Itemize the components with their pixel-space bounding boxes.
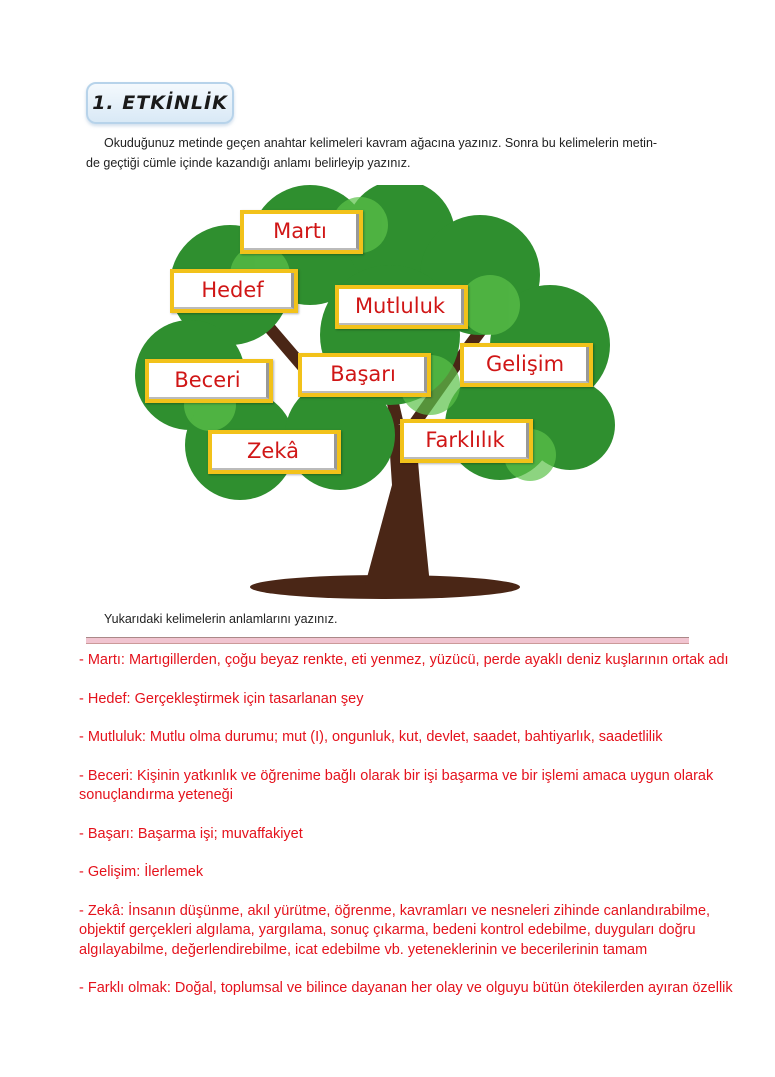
keyword-mutluluk: Mutluluk (335, 285, 468, 329)
answer-line-divider (86, 637, 689, 644)
concept-tree (130, 185, 630, 605)
keyword-hedef: Hedef (170, 269, 298, 313)
keyword-beceri: Beceri (145, 359, 273, 403)
keyword-marti: Martı (240, 210, 363, 254)
keyword-zeka: Zekâ (208, 430, 341, 474)
meaning-item: - Farklı olmak: Doğal, toplumsal ve bilince dayanan her olay ve olguyu bütün ötekilerden ayıran özellik (79, 980, 733, 996)
meaning-item: - Hedef: Gerçekleştirmek için tasarlanan şey (79, 690, 364, 707)
activity-title-badge (86, 82, 234, 124)
meaning-item: - Gelişim: İlerlemek (79, 864, 204, 880)
meaning-item: - Martı: Martıgillerden, çoğu beyaz renkte, eti yenmez, yüzücü, perde ayaklı deniz kuşlarının ortak adı (79, 652, 729, 668)
meanings-instruction: Yukarıdaki kelimelerin anlamlarını yazınız. (104, 612, 338, 626)
keyword-gelisim: Gelişim (460, 343, 593, 387)
keyword-basari: Başarı (298, 353, 431, 397)
keyword-farklilik: Farklılık (400, 419, 533, 463)
activity-instruction: Okuduğunuz metinde geçen anahtar kelimeleri kavram ağacına yazınız. Sonra bu kelimelerin metin- de geçtiği cümle içinde kazandığı anlamı belirleyip yazınız. (86, 136, 658, 170)
meaning-item: - Başarı: Başarma işi; muvaffakiyet (79, 825, 303, 842)
meaning-item: - Beceri: Kişinin yatkınlık ve öğrenime bağlı olarak bir işi başarma ve bir işlemi amaca uygun olarak sonuçlandırma yeteneği (79, 767, 714, 803)
activity-title: 1. ETKİNLİK (92, 92, 228, 114)
meanings-list (79, 651, 739, 1018)
meaning-item: - Mutluluk: Mutlu olma durumu; mut (I), ongunluk, kut, devlet, saadet, bahtiyarlık, saadetlilik (79, 729, 663, 745)
meaning-item: - Zekâ: İnsanın düşünme, akıl yürütme, öğrenme, kavramları ve nesneleri zihinde canlandırabilme, objektif gerçekleri algılama, yargılama, sonuç çıkarma, bedeni kontrol edebilme, duyguları doğru algılayabilme, değerlendirebilme, icat edebilme vb. yeteneklerinin ve becerilerinin tamam (79, 902, 711, 958)
